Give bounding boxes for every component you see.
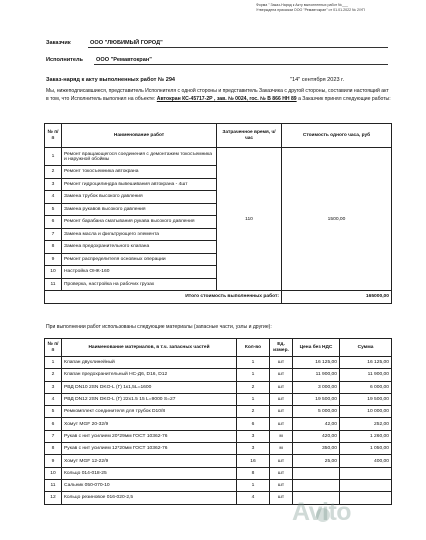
customer-label: Заказчик — [46, 40, 71, 46]
table-row — [45, 393, 392, 405]
mat-unit: шт — [270, 357, 293, 369]
mat-unit: шт — [270, 406, 293, 418]
works-total-row — [45, 291, 392, 304]
materials-table — [44, 338, 392, 505]
mat-price: 5 000,00 — [293, 406, 340, 418]
mat-name: РВД DN12 2SN DKO-L (Г) 22х1.5 15 L=9000 S=27 — [62, 393, 237, 405]
works-hours-value: 110 — [217, 148, 282, 291]
customer-row — [46, 40, 71, 46]
mat-unit: шт — [270, 492, 293, 504]
works-row-num: 1 — [45, 148, 62, 166]
customer-underline — [88, 47, 388, 48]
mat-num: 5 — [45, 406, 62, 418]
mat-unit: шт — [270, 418, 293, 430]
mat-qty: 8 — [237, 467, 270, 479]
works-row-num: 10 — [45, 266, 62, 279]
order-title: Заказ-наряд к акту выполненных работ № 294 — [46, 77, 176, 83]
materials-header-unit: Ед. измер. — [270, 339, 293, 357]
mat-name: Хомут MGF 12-22/9 — [62, 455, 237, 467]
contractor-label: Исполнитель — [46, 57, 84, 63]
table-row — [45, 406, 392, 418]
table-row — [45, 455, 392, 467]
mat-sum: 16 125,00 — [340, 357, 392, 369]
works-row-num: 6 — [45, 216, 62, 229]
mat-name: Хомут MGF 20-32/9 — [62, 418, 237, 430]
form-header-note — [256, 3, 424, 13]
mat-name: РВД DN10 2SN DKO-L (Г) 1к1,5L=1600 — [62, 381, 237, 393]
works-row-num: 9 — [45, 253, 62, 266]
works-row-name: Ремонт токосъемника автокрана — [62, 166, 217, 179]
intro-text-after: а Заказчик принял следующие работы: — [298, 95, 391, 102]
mat-name: Ремкомплект соединителя для трубок D10/8 — [62, 406, 237, 418]
mat-name: Рукав с нит усилием 12*20мм ГОСТ 10362-76 — [62, 443, 237, 455]
mat-qty: 2 — [237, 406, 270, 418]
table-row — [45, 381, 392, 393]
mat-sum: 10 000,00 — [340, 406, 392, 418]
mat-unit: шт — [270, 381, 293, 393]
mat-qty: 3 — [237, 443, 270, 455]
materials-header-price: Цена без НДС — [293, 339, 340, 357]
materials-header-sum: Сумма — [340, 339, 392, 357]
table-row — [45, 430, 392, 442]
mat-unit: шт — [270, 369, 293, 381]
mat-num: 10 — [45, 467, 62, 479]
form-note-line1: Форма " Заказ-Наряд к Акту выполненных работ №___ — [256, 3, 349, 7]
mat-sum: 252,00 — [340, 418, 392, 430]
works-row-num: 5 — [45, 203, 62, 216]
works-row-num: 7 — [45, 228, 62, 241]
table-row — [45, 148, 392, 166]
mat-qty: 6 — [237, 418, 270, 430]
table-row — [45, 479, 392, 491]
customer-value: ООО "ЛЮБИМЫЙ ГОРОД" — [90, 40, 163, 46]
materials-header-num: № п/п — [45, 339, 62, 357]
materials-header-row — [45, 339, 392, 357]
works-row-num: 3 — [45, 178, 62, 191]
mat-sum: 6 000,00 — [340, 381, 392, 393]
mat-price — [293, 479, 340, 491]
mat-num: 9 — [45, 455, 62, 467]
mat-num: 1 — [45, 357, 62, 369]
mat-qty: 1 — [237, 357, 270, 369]
mat-qty: 1 — [237, 393, 270, 405]
form-note-line2: Утверждена приказом ООО "Ремавтокран" от 01.01.2022 № 2/УП — [256, 8, 365, 12]
works-header-name: Наименование работ — [62, 124, 217, 148]
mat-price: 420,00 — [293, 430, 340, 442]
contractor-row — [46, 57, 83, 63]
mat-unit: шт — [270, 479, 293, 491]
mat-sum: 400,00 — [340, 455, 392, 467]
mat-name: Сальник 050-070-10 — [62, 479, 237, 491]
avito-watermark: Avito — [292, 498, 352, 526]
works-total-label: Итого стоимость выполненных работ: — [45, 291, 282, 304]
mat-num: 7 — [45, 430, 62, 442]
mat-price: 350,00 — [293, 443, 340, 455]
mat-qty: 1 — [237, 369, 270, 381]
mat-price: 11 900,00 — [293, 369, 340, 381]
works-row-name: Проверка, настройка на рабочих грузах — [62, 278, 217, 291]
intro-text-before: Мы, нижеподписавшиеся, представитель Исполнителя с одной стороны и представитель Заказчика с другой стороны, составили настоящий акт в том, что Исполнитель выполнил на объекте: — [46, 88, 389, 102]
mat-qty: 2 — [237, 381, 270, 393]
works-row-name: Ремонт барабана сматывания рукава высокого давления — [62, 216, 217, 229]
works-row-num: 8 — [45, 241, 62, 254]
works-row-name: Ремонт гидроцилиндра вывешивания автокрана - 4шт — [62, 178, 217, 191]
mat-price: 3 000,00 — [293, 381, 340, 393]
mat-qty: 4 — [237, 492, 270, 504]
table-row — [45, 443, 392, 455]
mat-price: 19 500,00 — [293, 393, 340, 405]
works-row-num: 11 — [45, 278, 62, 291]
mat-sum: 1 260,00 — [340, 430, 392, 442]
table-row — [45, 357, 392, 369]
mat-sum: 19 500,00 — [340, 393, 392, 405]
mat-sum: 11 900,00 — [340, 369, 392, 381]
mat-name: Рукав с нит усилием 20*29мм ГОСТ 10362-76 — [62, 430, 237, 442]
mat-num: 4 — [45, 393, 62, 405]
works-total-value: 165000,00 — [282, 291, 392, 304]
mat-qty: 3 — [237, 430, 270, 442]
mat-name: Клапан предохранительный НС-Д6, D16, D12 — [62, 369, 237, 381]
contractor-value: ООО "Ремавтокран" — [96, 57, 152, 63]
works-header-hours: Затраченное время, ч/час — [217, 124, 282, 148]
mat-num: 3 — [45, 381, 62, 393]
customer-value-wrap — [90, 40, 163, 46]
contractor-underline — [94, 64, 388, 65]
mat-num: 8 — [45, 443, 62, 455]
mat-name: Кольцо резиновое 016-020-2,5 — [62, 492, 237, 504]
works-row-name: Замена трубок высокого давления — [62, 191, 217, 204]
materials-header-qty: Кол-во — [237, 339, 270, 357]
materials-note: При выполнении работ использованы следующие материалы (запасные части, узлы и другие): — [46, 324, 272, 330]
works-row-name: Замена рукавов высокого давления — [62, 203, 217, 216]
mat-qty: 16 — [237, 455, 270, 467]
works-rate-value: 1500,00 — [282, 148, 392, 291]
contractor-value-wrap — [96, 57, 152, 63]
works-header-rate: Стоимость одного часа, руб — [282, 124, 392, 148]
works-header-row — [45, 124, 392, 148]
works-table — [44, 123, 392, 304]
mat-sum — [340, 479, 392, 491]
intro-object: Автокран КС-45717-2Р , зав. № 0024, гос. № В 866 НН 89 — [156, 95, 297, 102]
works-row-name: Ремонт распределителя основных операции — [62, 253, 217, 266]
mat-unit: шт — [270, 467, 293, 479]
works-row-name: Настройка ОНК-160 — [62, 266, 217, 279]
intro-paragraph — [46, 88, 391, 103]
table-row — [45, 369, 392, 381]
mat-price: 42,00 — [293, 418, 340, 430]
mat-unit: шт — [270, 455, 293, 467]
mat-price: 25,00 — [293, 455, 340, 467]
order-date: "14" сентября 2023 г. — [290, 77, 345, 83]
mat-name: Кольцо 014-018-25 — [62, 467, 237, 479]
mat-name: Клапан двухлинейный — [62, 357, 237, 369]
materials-header-name: Наименование материалов, в т.ч. запасных частей — [62, 339, 237, 357]
works-row-name: Замена предохранительного клапана — [62, 241, 217, 254]
works-row-name: Ремонт вращающегося соединения с демонтажем токосъемника и наружной обоймы — [62, 148, 217, 166]
mat-qty: 1 — [237, 479, 270, 491]
works-row-num: 2 — [45, 166, 62, 179]
mat-price — [293, 467, 340, 479]
mat-num: 6 — [45, 418, 62, 430]
mat-sum: 1 050,00 — [340, 443, 392, 455]
mat-num: 12 — [45, 492, 62, 504]
mat-unit: м — [270, 430, 293, 442]
mat-unit: м — [270, 443, 293, 455]
table-row — [45, 418, 392, 430]
works-header-num: № п/п — [45, 124, 62, 148]
mat-sum — [340, 467, 392, 479]
table-row — [45, 467, 392, 479]
mat-num: 2 — [45, 369, 62, 381]
mat-unit: шт — [270, 393, 293, 405]
mat-num: 11 — [45, 479, 62, 491]
mat-price: 16 125,00 — [293, 357, 340, 369]
works-row-num: 4 — [45, 191, 62, 204]
works-row-name: Замена масла и фильтрующего элемента — [62, 228, 217, 241]
